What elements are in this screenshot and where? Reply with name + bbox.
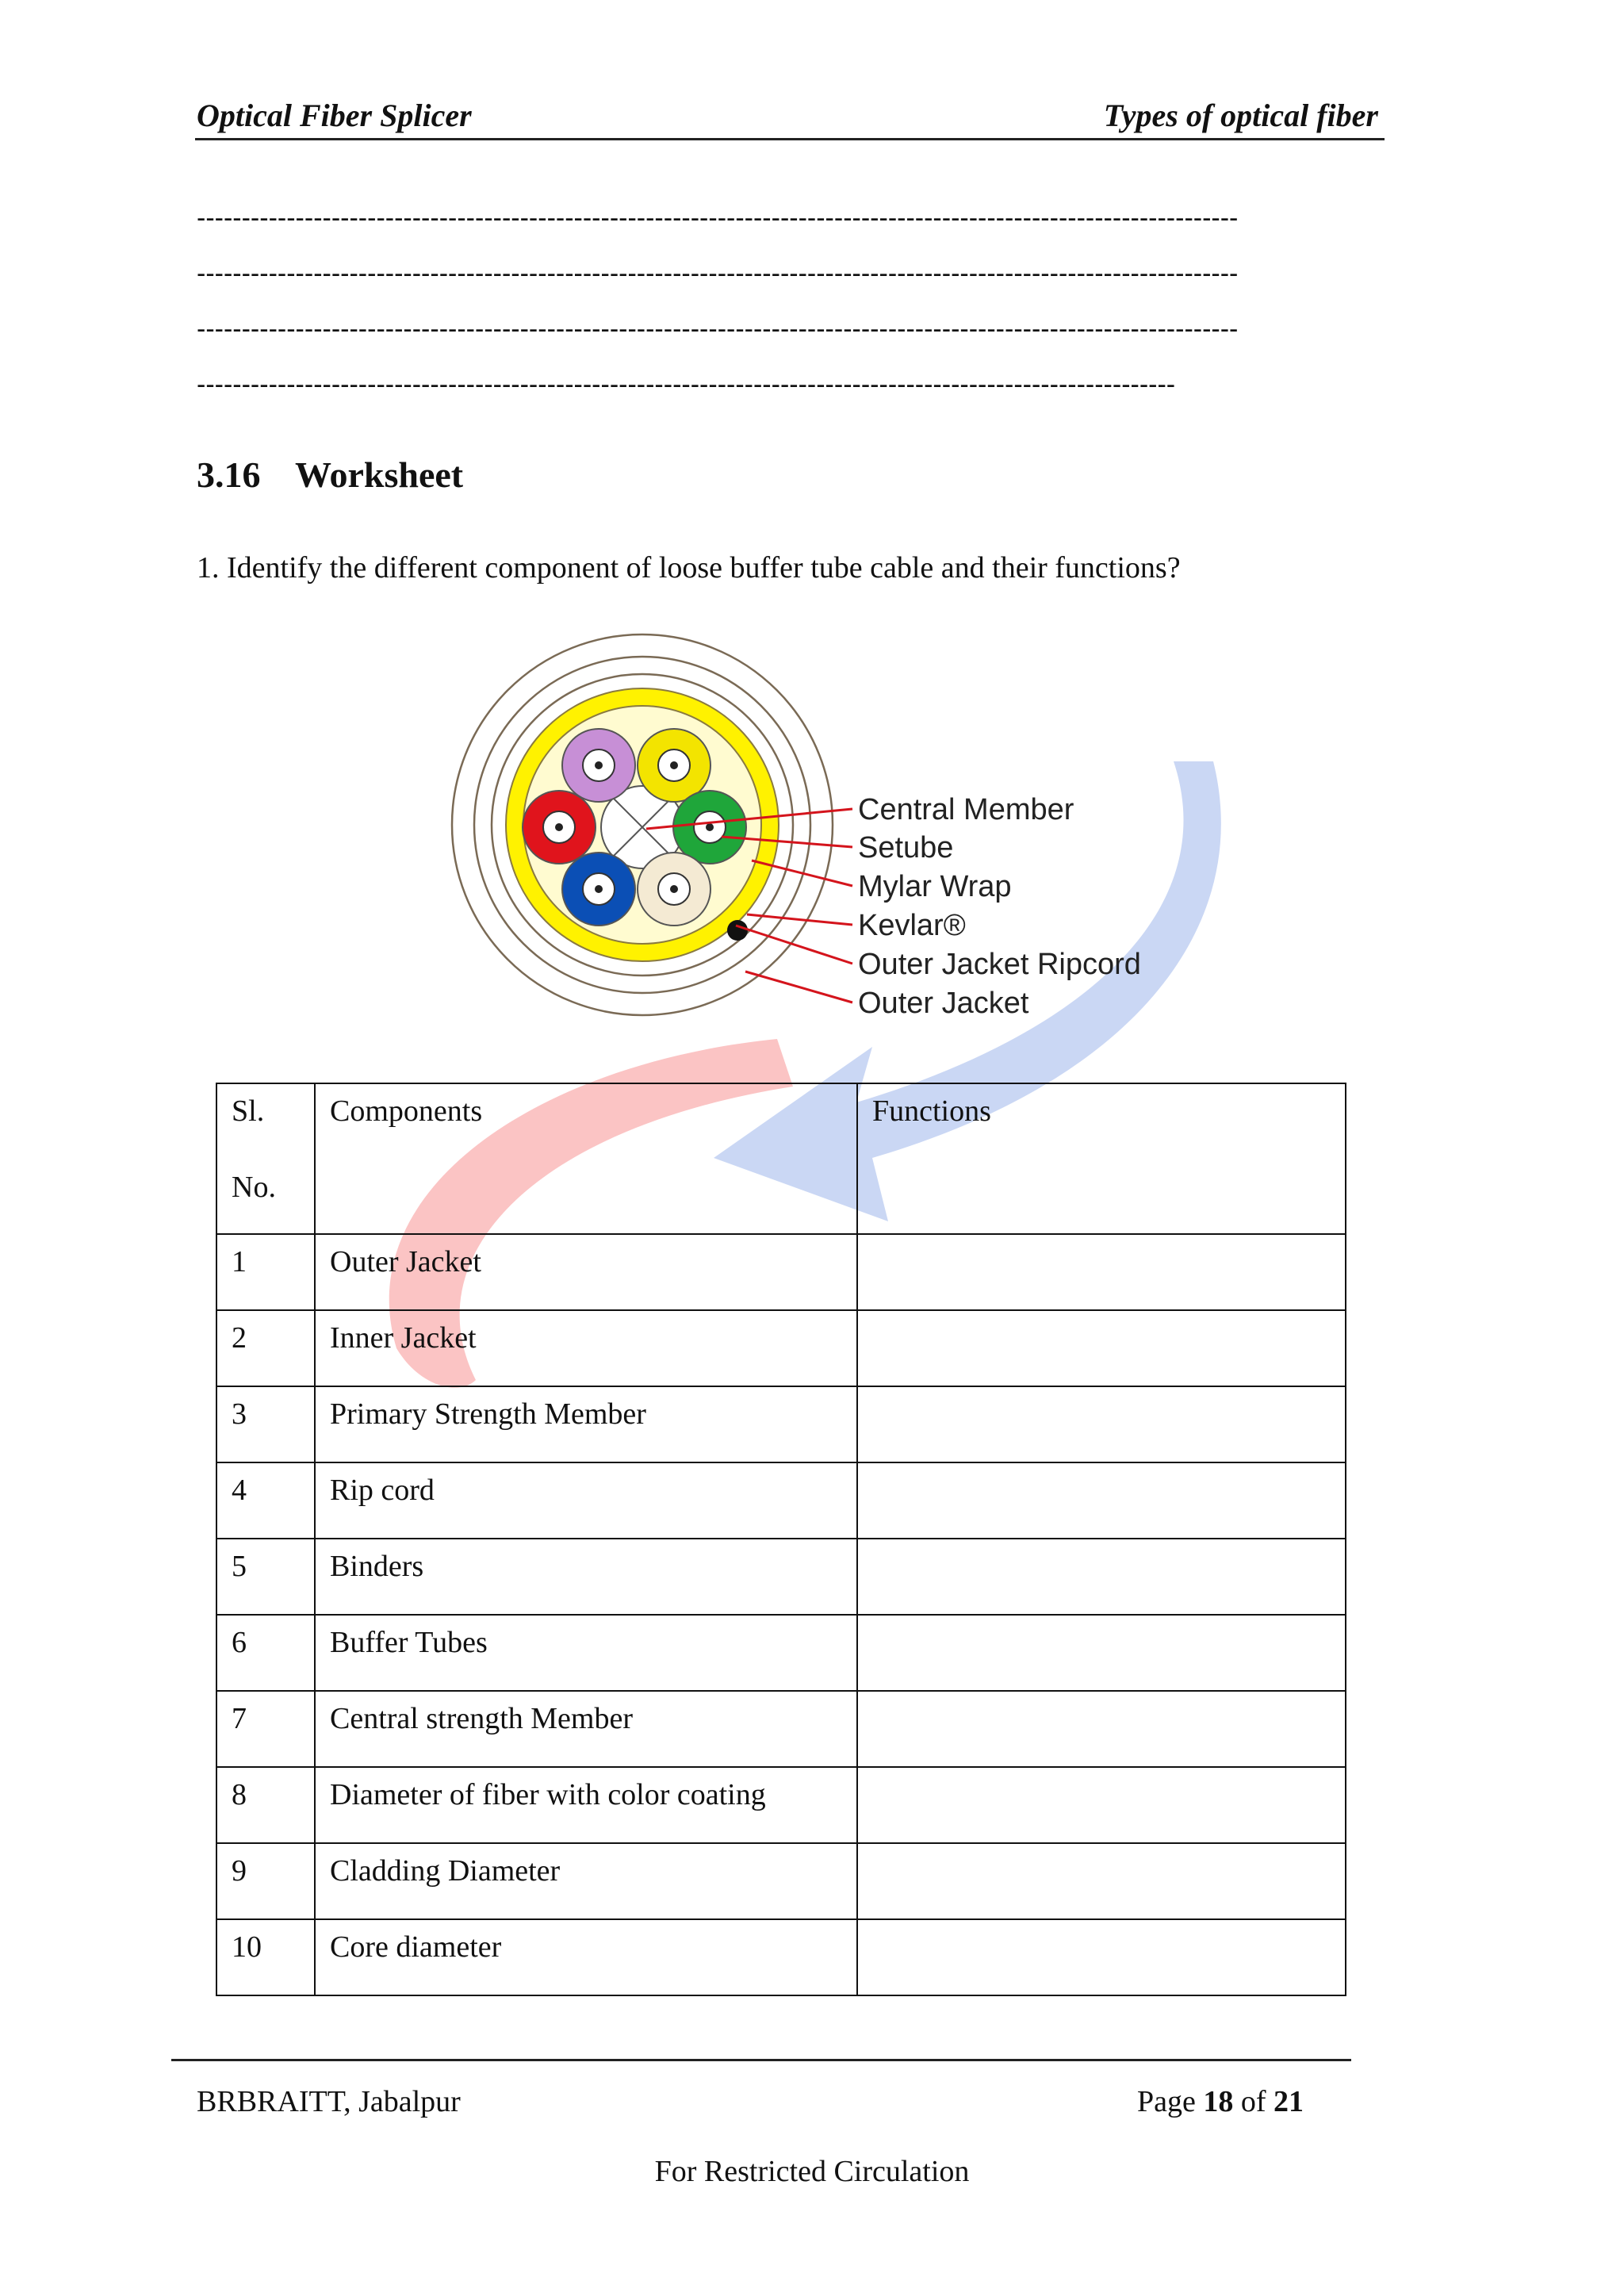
ripcord-dot (727, 920, 748, 941)
answer-line: -------------------------------------------------------------------------------------------------------------------- (197, 259, 1239, 289)
page-current: 18 (1203, 2085, 1234, 2118)
page-prefix: Page (1137, 2085, 1204, 2118)
table-row (216, 1234, 1346, 1310)
row-sl: 6 (216, 1615, 315, 1691)
cable-cross-section-diagram (436, 631, 1189, 1023)
header-components: Components (315, 1083, 857, 1234)
row-function-cell[interactable] (857, 1310, 1346, 1386)
buffer-tube-green (673, 791, 746, 864)
header-rule (195, 138, 1385, 140)
table-row (216, 1386, 1346, 1462)
header-sl: Sl. (232, 1094, 265, 1128)
row-sl: 3 (216, 1386, 315, 1462)
row-function-cell[interactable] (857, 1767, 1346, 1843)
row-function-cell[interactable] (857, 1919, 1346, 1995)
table-row (216, 1767, 1346, 1843)
row-sl: 10 (216, 1919, 315, 1995)
buffer-tube-violet (562, 729, 635, 802)
row-component: Buffer Tubes (315, 1615, 857, 1691)
header-left-title: Optical Fiber Splicer (197, 98, 472, 133)
table-row (216, 1310, 1346, 1386)
row-component: Central strength Member (315, 1691, 857, 1767)
header-right-title: Types of optical fiber (1103, 98, 1378, 133)
row-component: Rip cord (315, 1462, 857, 1539)
row-sl: 4 (216, 1462, 315, 1539)
row-component: Cladding Diameter (315, 1843, 857, 1919)
row-function-cell[interactable] (857, 1691, 1346, 1767)
row-function-cell[interactable] (857, 1386, 1346, 1462)
label-kevlar: Kevlar® (858, 909, 966, 942)
table-row (216, 1843, 1346, 1919)
buffer-tube-red (523, 791, 596, 864)
table-row (216, 1615, 1346, 1691)
row-sl: 9 (216, 1843, 315, 1919)
table-row (216, 1462, 1346, 1539)
row-sl: 5 (216, 1539, 315, 1615)
section-number: 3.16 (197, 454, 261, 495)
buffer-tube-yellow (638, 729, 710, 802)
header-no: No. (232, 1171, 276, 1204)
row-function-cell[interactable] (857, 1234, 1346, 1310)
row-component: Primary Strength Member (315, 1386, 857, 1462)
row-component: Core diameter (315, 1919, 857, 1995)
answer-line: -------------------------------------------------------------------------------------------------------------------- (197, 203, 1239, 233)
header-functions: Functions (857, 1083, 1346, 1234)
page-number (1137, 2084, 1304, 2119)
row-sl: 2 (216, 1310, 315, 1386)
row-sl: 8 (216, 1767, 315, 1843)
answer-line: -------------------------------------------------------------------------------------------------------------------- (197, 314, 1239, 344)
row-function-cell[interactable] (857, 1615, 1346, 1691)
worksheet-table (216, 1083, 1346, 1996)
table-header-row (216, 1083, 1346, 1234)
table-row (216, 1919, 1346, 1995)
row-component: Binders (315, 1539, 857, 1615)
header-sl-no (216, 1083, 315, 1234)
label-outer-jacket-ripcord: Outer Jacket Ripcord (858, 948, 1141, 981)
footer-rule (171, 2059, 1351, 2061)
table-row (216, 1539, 1346, 1615)
row-function-cell[interactable] (857, 1843, 1346, 1919)
buffer-tube-beige (638, 853, 710, 926)
row-component: Diameter of fiber with color coating (315, 1767, 857, 1843)
table-row (216, 1691, 1346, 1767)
label-central-member: Central Member (858, 793, 1074, 826)
footer-institute: BRBRAITT, Jabalpur (197, 2085, 461, 2118)
row-function-cell[interactable] (857, 1462, 1346, 1539)
label-mylar-wrap: Mylar Wrap (858, 870, 1012, 903)
row-component: Inner Jacket (315, 1310, 857, 1386)
row-component: Outer Jacket (315, 1234, 857, 1310)
page-total: 21 (1274, 2085, 1304, 2118)
label-setube: Setube (858, 831, 954, 864)
footer-circulation-note: For Restricted Circulation (654, 2155, 970, 2188)
answer-line: ------------------------------------------------------------------------------------------------------------- (197, 370, 1176, 400)
label-outer-jacket: Outer Jacket (858, 987, 1029, 1020)
question-text: 1. Identify the different component of loose buffer tube cable and their functions? (197, 551, 1181, 585)
page-of: of (1233, 2085, 1274, 2118)
row-function-cell[interactable] (857, 1539, 1346, 1615)
section-title: Worksheet (295, 454, 464, 495)
buffer-tube-blue (562, 853, 635, 926)
row-sl: 7 (216, 1691, 315, 1767)
row-sl: 1 (216, 1234, 315, 1310)
